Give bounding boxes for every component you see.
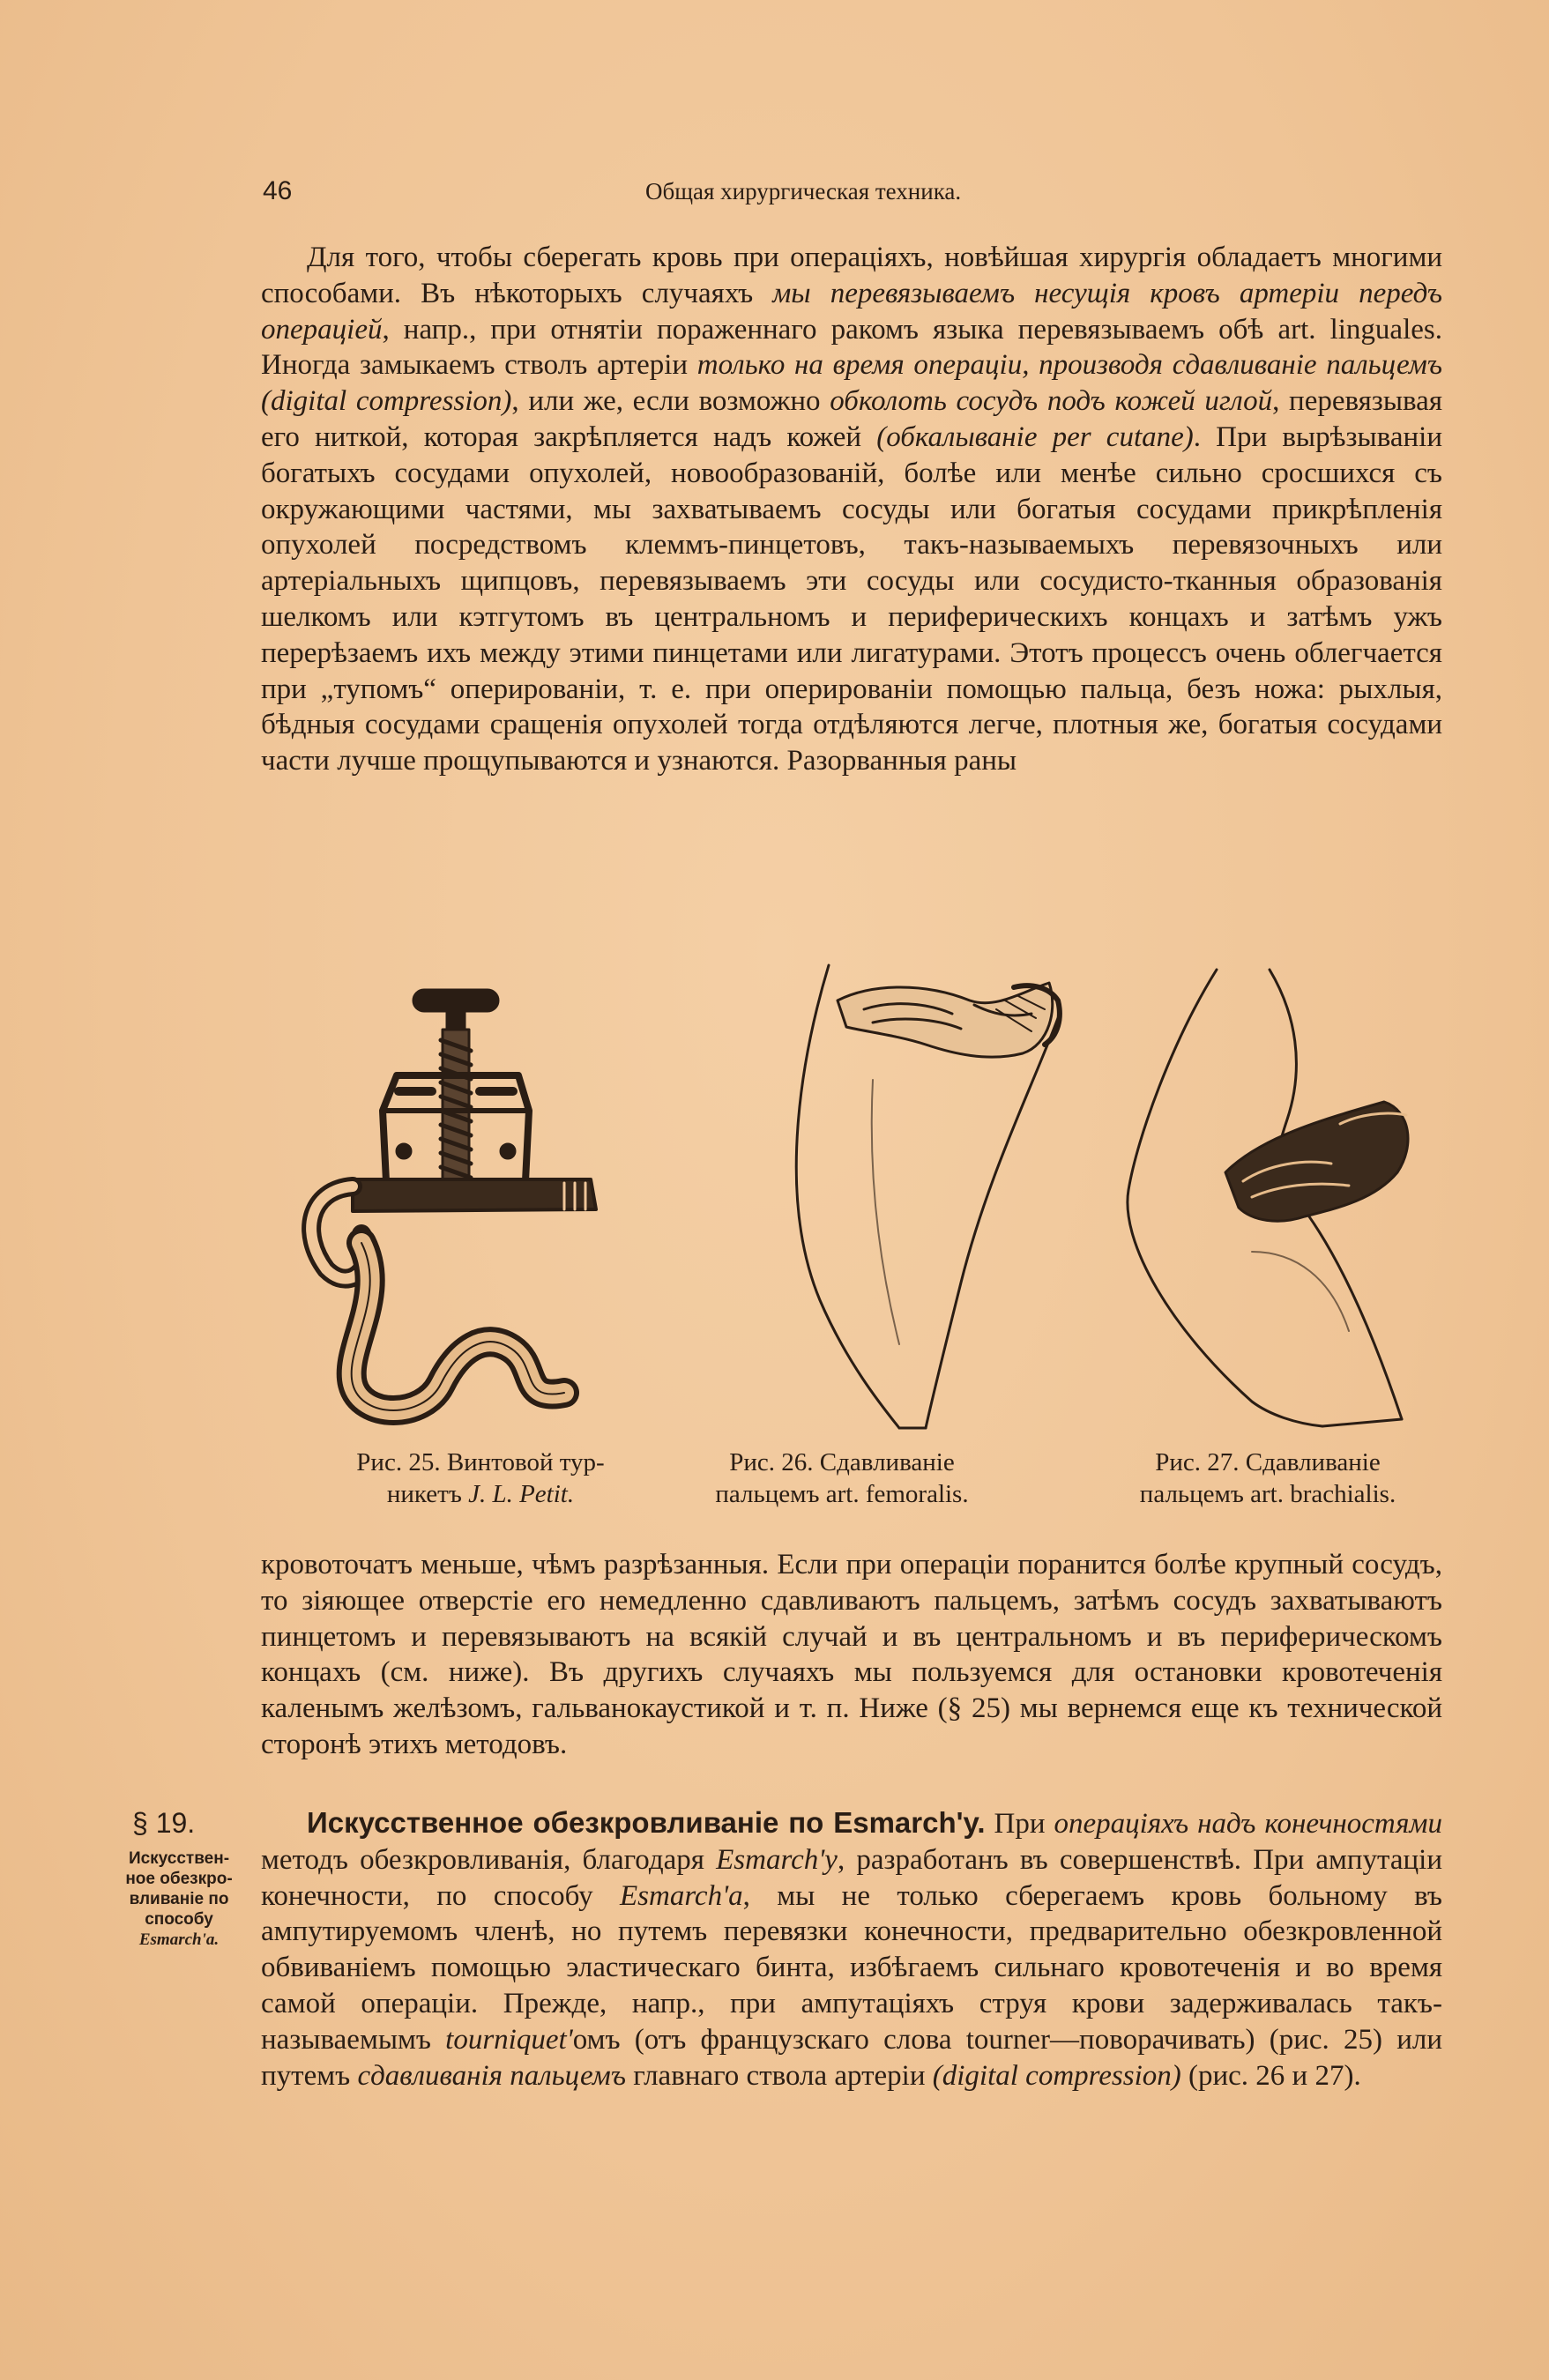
paragraph-esmarch-method: Искусственное обезкровливаніе по Esmarch'y. При операціяхъ надъ конечностями методъ обезкровливанія, благодаря Esmarch'y, разработанъ въ совершенствѣ. При ампутаціи конечности, по способу Esmarch'a, мы не только сберегаемъ кровь больному въ ампутируемомъ членѣ, но путемъ перевязки конечности, предварительно обезкровленной обвиваніемъ помощью эластическаго бинта, избѣгаемъ сильнаго кровотеченія и во время самой операціи. Прежде, напр., при ампутаціяхъ струя крови задерживалась такъ-называемымъ tourniquet'омъ (отъ французскаго слова tourner—поворачивать) (рис. 25) или путемъ сдавливанія пальцемъ главнаго ствола артеріи (digital compression) (рис. 26 и 27). [261,1806,1442,2092]
figure-26-caption: Рис. 26. Сдавливаніе пальцемъ art. femoralis. [715,1448,969,1508]
section-heading: Искусственное обезкровливаніе по Esmarch'y. [307,1806,986,1839]
paragraph-torn-wounds: кровоточатъ меньше, чѣмъ разрѣзанныя. Если при операціи поранится болѣе крупный сосудъ, то зіяющее отверстіе его немедленно сдавливаютъ пальцемъ, затѣмъ сосудъ захватываютъ пинцетомъ и перевязываютъ на всякій случай и въ центральномъ и въ периферическомъ концахъ (см. ниже). Въ другихъ случаяхъ мы пользуемся для остановки кровотеченія каленымъ желѣзомъ, гальванокаустикой и т. п. Ниже (§ 25) мы вернемся еще къ технической сторонѣ этихъ методовъ. [261,1549,1442,1760]
brachial-compression-illustration [1120,961,1419,1428]
figure-25-caption: Рис. 25. Винтовой тур- никетъ J. L. Petit. [356,1448,605,1508]
femoral-compression-illustration [767,948,1067,1432]
figure-27-caption: Рис. 27. Сдавливаніе пальцемъ art. brachialis. [1139,1448,1396,1508]
margin-note: Искусствен- ное обезкро- вливаніе по способу Esmarch'a. [125,1849,233,1949]
running-title: Общая хирургическая техника. [645,178,962,205]
section-number: § 19. [132,1807,196,1839]
page-number: 46 [263,176,293,205]
paragraph-blood-saving-methods: Для того, чтобы сберегать кровь при операціяхъ, новѣйшая хирургія обладаетъ многими способами. Въ нѣкоторыхъ случаяхъ мы перевязываемъ несущія кровъ артеріи передъ операціей, напр., при отнятіи пораженнаго ракомъ языка перевязываемъ обѣ art. linguales. Иногда замыкаемъ стволъ артеріи только на время операціи, производя сдавливаніе пальцемъ (digital compression), или же, если возможно обколоть сосудъ подъ кожей иглой, перевязывая его ниткой, которая закрѣпляется надъ кожей (обкалываніе per cutane). При вырѣзываніи богатыхъ сосудами опухолей, новообразованій, болѣе или менѣе сильно сросшихся съ окружающими частями, мы захватываемъ сосуды или богатыя сосудами прикрѣпленія опухолей посредствомъ клеммъ-пинцетовъ, такъ-называемыхъ перевязочныхъ или артеріальныхъ щипцовъ, перевязываемъ эти сосуды или сосудисто-тканныя образованія шелкомъ или кэтгутомъ въ центральномъ и периферическихъ концахъ и затѣмъ ужъ перерѣзаемъ ихъ между этими пинцетами или лигатурами. Этотъ процессъ очень облегчается при „тупомъ“ оперированіи, т. е. при оперированіи помощью пальца, безъ ножа: рыхлыя, бѣдныя сосудами сращенія опухолей тогда отдѣляются легче, плотныя же, богатыя сосудами части лучше прощупываются и узнаются. Разорванныя раны [261,242,1442,777]
tourniquet-illustration [300,978,661,1428]
